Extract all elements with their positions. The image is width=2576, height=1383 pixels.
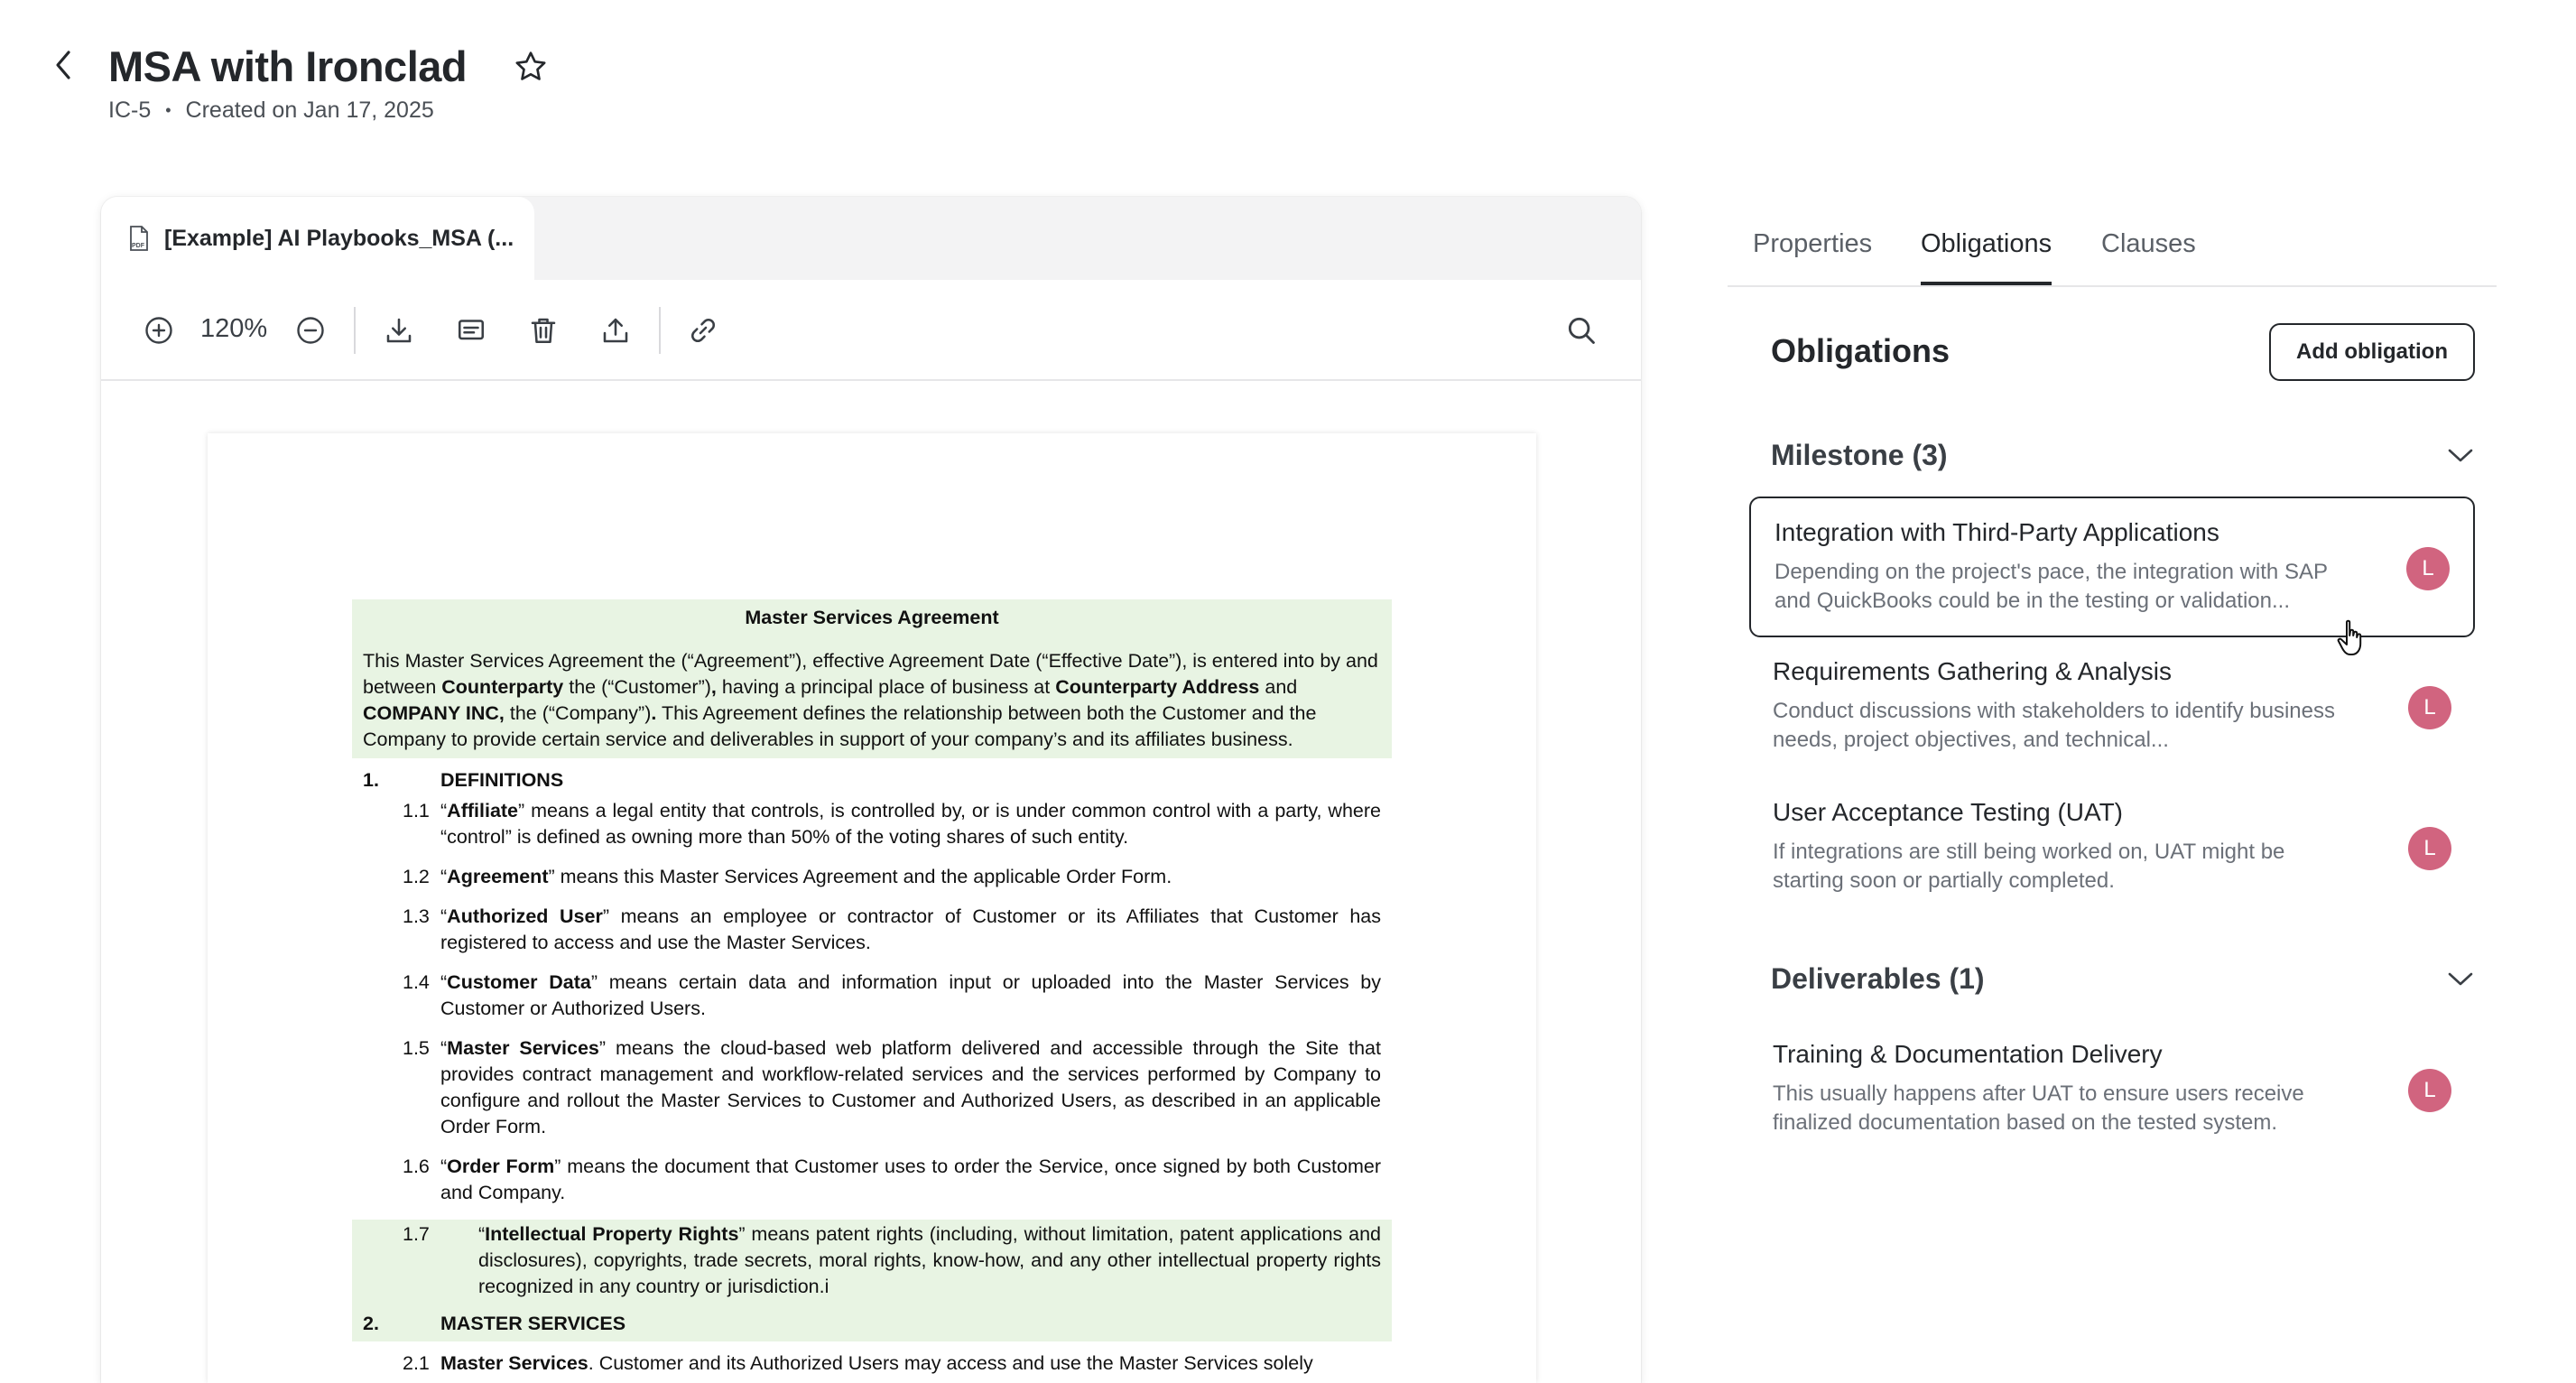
definition-number: 1.7 [403, 1223, 430, 1245]
obligation-card[interactable] [1749, 778, 2475, 919]
definition-item [352, 798, 1392, 850]
highlighted-intro [352, 599, 1392, 758]
upload-icon [599, 314, 632, 347]
pdf-file-icon [128, 226, 150, 251]
star-icon [513, 49, 549, 85]
back-button[interactable] [47, 49, 79, 81]
created-date: Created on Jan 17, 2025 [185, 97, 434, 123]
section-title: MASTER SERVICES [440, 1313, 626, 1334]
definition-number: 1.4 [403, 971, 430, 993]
section-heading [352, 758, 1392, 798]
definition-number: 1.2 [403, 866, 430, 887]
definition-item [352, 970, 1392, 1022]
definition-item [352, 1341, 1392, 1377]
zoom-out-icon [294, 314, 327, 347]
copy-link-button[interactable] [681, 309, 725, 352]
svg-text:PDF: PDF [132, 243, 144, 249]
file-tab-label: [Example] AI Playbooks_MSA (... [164, 225, 514, 251]
zoom-out-button[interactable] [289, 309, 332, 352]
obligation-description: Conduct discussions with stakeholders to identify business needs, project objectives, and technical... [1773, 699, 2335, 752]
avatar[interactable]: L [2406, 547, 2450, 590]
search-button[interactable] [1560, 309, 1603, 352]
panel-tabs [1728, 217, 2497, 287]
file-tab[interactable] [101, 197, 534, 280]
download-button[interactable] [377, 309, 421, 352]
obligation-card[interactable] [1749, 637, 2475, 778]
tab-clauses[interactable]: Clauses [2101, 229, 2196, 258]
comment-icon [455, 314, 487, 347]
definition-number: 2.1 [403, 1352, 430, 1374]
record-id: IC-5 [108, 97, 152, 123]
viewer-toolbar [101, 280, 1641, 381]
tab-obligations[interactable]: Obligations [1921, 229, 2052, 285]
section-heading [352, 1305, 1392, 1341]
definition-text: “Customer Data” means certain data and information input or uploaded into the Master Services by Customer or Authorized Users. [440, 971, 1381, 1019]
add-obligation-button[interactable]: Add obligation [2269, 323, 2475, 381]
obligation-title: Training & Documentation Delivery [1773, 1040, 2163, 1068]
document-content [352, 599, 1392, 1383]
tab-properties[interactable]: Properties [1753, 229, 1873, 258]
hand-cursor-icon [2336, 619, 2367, 657]
definition-text: “Authorized User” means an employee or contractor of Customer or its Affiliates that Customer has registered to access and use the Master Services. [440, 905, 1381, 953]
group-header-deliverables[interactable] [1771, 957, 2475, 1000]
definition-text: “Intellectual Property Rights” means patent rights (including, without limitation, patent applications and disclosures), copyrights, trade secrets, moral rights, know-how, and any other intellectual property rights recognized in any country or jurisdiction.i [478, 1223, 1381, 1297]
definition-number: 1.3 [403, 905, 430, 927]
definitions-list [352, 798, 1392, 1206]
toolbar-divider [659, 307, 661, 354]
definition-item [352, 1035, 1392, 1140]
definition-number: 1.6 [403, 1156, 430, 1177]
definition-number: 1.1 [403, 800, 430, 821]
upload-button[interactable] [594, 309, 637, 352]
meta-separator: • [165, 101, 171, 119]
section-number: 2. [363, 1313, 379, 1334]
definition-item [352, 904, 1392, 956]
section-number: 1. [363, 769, 379, 791]
definition-text: “Affiliate” means a legal entity that controls, is controlled by, or is under common control with a party, where “control” is defined as owning more than 50% of the voting shares of such entity. [440, 800, 1381, 848]
chevron-down-icon [2446, 446, 2475, 464]
toolbar-divider [354, 307, 356, 354]
download-icon [383, 314, 415, 347]
zoom-in-icon [143, 314, 175, 347]
group-header-milestone[interactable] [1771, 433, 2475, 477]
definition-item [352, 1220, 1392, 1305]
chevron-down-icon [2446, 970, 2475, 988]
obligation-title: Integration with Third-Party Applications [1774, 518, 2219, 546]
obligation-card[interactable] [1749, 1020, 2475, 1161]
chevron-left-icon [52, 49, 74, 81]
definition-item [352, 864, 1392, 890]
obligations-heading: Obligations [1771, 332, 1950, 369]
trash-icon [527, 314, 560, 347]
obligation-title: User Acceptance Testing (UAT) [1773, 798, 2124, 826]
highlighted-definition [352, 1220, 1392, 1341]
avatar[interactable]: L [2408, 686, 2451, 729]
comment-button[interactable] [449, 309, 493, 352]
definition-text: “Order Form” means the document that Customer uses to order the Service, once signed by both Customer and Company. [440, 1156, 1381, 1203]
delete-button[interactable] [522, 309, 565, 352]
definition-text: Master Services. Customer and its Authorized Users may access and use the Master Services solely [440, 1352, 1313, 1374]
record-meta [108, 97, 434, 124]
obligation-description: Depending on the project's pace, the integration with SAP and QuickBooks could be in the testing or validation... [1774, 560, 2328, 613]
definition-number: 1.5 [403, 1037, 430, 1059]
avatar[interactable]: L [2408, 827, 2451, 870]
obligation-description: If integrations are still being worked on, UAT might be starting soon or partially completed. [1773, 840, 2285, 893]
obligation-card[interactable] [1749, 497, 2475, 637]
document-title: Master Services Agreement [745, 607, 999, 628]
search-icon [1564, 313, 1598, 348]
group-title: Deliverables (1) [1771, 961, 1985, 995]
zoom-level: 120% [200, 314, 268, 343]
definition-item [352, 1154, 1392, 1206]
page-title: MSA with Ironclad [108, 42, 468, 90]
section-title: DEFINITIONS [440, 769, 564, 791]
file-tab-strip [101, 197, 1641, 280]
definition-text: “Master Services” means the cloud-based web platform delivered and accessible through the Site that provides contract management and workflow-related services and the services performed by Company to configure and rollout the Master Services to Customer and Authorized Users, as described in an applicable Order Form. [440, 1037, 1381, 1137]
obligation-title: Requirements Gathering & Analysis [1773, 657, 2172, 685]
group-title: Milestone (3) [1771, 438, 1948, 471]
definition-text: “Agreement” means this Master Services Agreement and the applicable Order Form. [440, 866, 1172, 887]
link-icon [687, 314, 719, 347]
zoom-in-button[interactable] [137, 309, 181, 352]
document-intro: This Master Services Agreement the (“Agreement”), effective Agreement Date (“Effective Date”), is entered into by and between Counterparty the (“Customer”), having a principal place of business at Counterparty Address and COMPANY INC, the (“Company”). This Agreement defines the relationship between both the Customer and the Company to provide certain service and deliverables in support of your company’s and its affiliates business. [363, 650, 1378, 750]
obligation-description: This usually happens after UAT to ensure users receive finalized documentation based on the tested system. [1773, 1081, 2304, 1135]
avatar[interactable]: L [2408, 1069, 2451, 1112]
favorite-button[interactable] [511, 47, 551, 87]
